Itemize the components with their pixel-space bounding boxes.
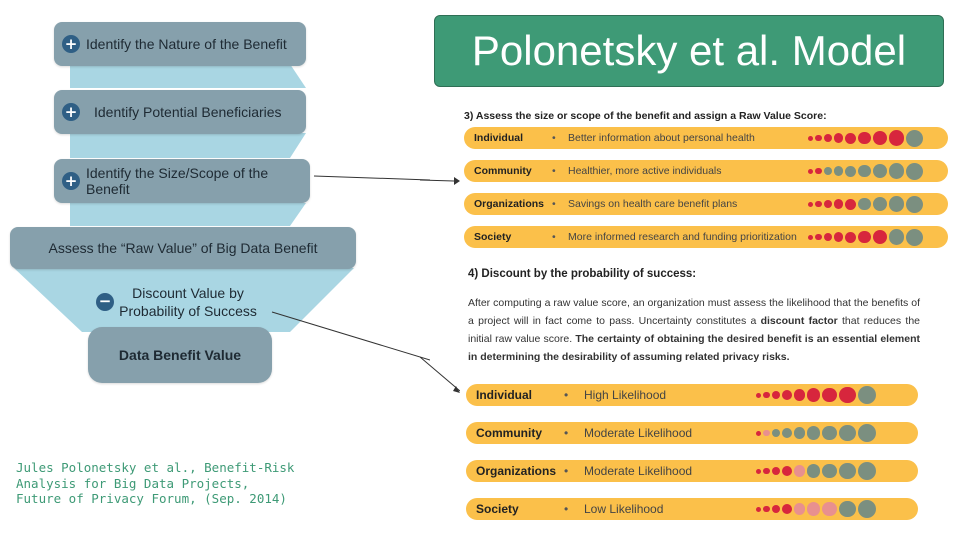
score-dot-red	[834, 199, 844, 209]
score-dot-red	[889, 130, 905, 146]
connector-2-3-shape	[70, 133, 306, 158]
citation: Jules Polonetsky et al., Benefit-Risk Analysis for Big Data Projects, Future of Privacy Forum, (Sep. 2014)	[16, 460, 295, 506]
flow-result	[88, 327, 272, 383]
score-dot-grey	[889, 196, 905, 212]
score-dot-grey	[906, 196, 923, 213]
score-dots	[808, 193, 925, 215]
score-dot-red	[772, 467, 780, 475]
row-description: Moderate Likelihood	[584, 426, 693, 440]
section3-heading: 3) Assess the size or scope of the benefit and assign a Raw Value Score:	[464, 110, 827, 122]
score-dot-red	[824, 134, 832, 142]
row-description: Savings on health care benefit plans	[568, 198, 738, 210]
score-dot-grey	[858, 165, 871, 178]
score-dot-red	[839, 387, 855, 403]
score-dot-red	[794, 389, 806, 401]
score-dot-red	[772, 391, 780, 399]
score-dot-grey	[782, 428, 792, 438]
score-dot-red	[756, 393, 761, 398]
plus-icon: +	[62, 103, 80, 121]
section4-paragraph	[468, 294, 920, 366]
score-dot-grey	[873, 197, 887, 211]
score-dots	[808, 160, 925, 182]
score-dot-red	[824, 200, 832, 208]
score-dot-grey	[858, 386, 876, 404]
score-dot-red	[807, 388, 820, 401]
score-dot-grey	[839, 501, 855, 517]
flow-step-discount-label: Discount Value by Probability of Success	[119, 285, 257, 319]
row-description: Better information about personal health	[568, 132, 755, 144]
score-dot-red	[845, 133, 856, 144]
paragraph-bold-2: The certainty of obtaining the desired benefit is an essential element in determining the desirability of assuming related privacy risks.	[468, 333, 920, 363]
score-dot-grey	[873, 164, 887, 178]
score-dot-grey	[906, 163, 923, 180]
score-dot-pink	[763, 430, 770, 437]
row-bullet: •	[564, 426, 569, 440]
row-category: Society	[474, 231, 512, 243]
score-dot-red	[815, 168, 822, 175]
score-dot-red	[858, 132, 871, 145]
score-dot-red	[808, 235, 813, 240]
score-dot-grey	[889, 229, 905, 245]
score-dot-red	[834, 232, 844, 242]
plus-icon: +	[62, 172, 80, 190]
score-dot-grey	[807, 464, 820, 477]
row-description: Healthier, more active individuals	[568, 165, 722, 177]
paragraph-text-1: After computing a raw value score, an organization must assess the likelihood that the benefits of a project will in fact come to pass. Uncertainty constitutes a	[468, 297, 920, 327]
score-dot-red	[782, 390, 792, 400]
score-dot-red	[815, 234, 822, 241]
flow-step-raw-value-label: Assess the “Raw Value” of Big Data Benefit	[48, 240, 318, 256]
row-category: Individual	[476, 388, 533, 402]
score-dot-grey	[845, 166, 856, 177]
score-dot-grey	[839, 425, 855, 441]
score-dot-red	[815, 201, 822, 208]
score-dot-grey	[858, 462, 876, 480]
score-dot-pink	[794, 465, 806, 477]
score-dots	[808, 127, 925, 149]
flow-step-size-scope-label: Identify the Size/Scope of the Benefit	[86, 165, 269, 197]
row-description: Low Likelihood	[584, 502, 664, 516]
row-description: High Likelihood	[584, 388, 667, 402]
score-dot-grey	[807, 426, 820, 439]
score-dot-red	[873, 131, 887, 145]
score-dot-red	[824, 233, 832, 241]
score-dot-red	[845, 199, 856, 210]
score-dots	[756, 422, 878, 444]
score-dot-grey	[794, 427, 806, 439]
score-dot-grey	[824, 167, 832, 175]
row-category: Community	[474, 165, 532, 177]
arrow-heads	[420, 160, 460, 400]
page-title-text: Polonetsky et al. Model	[471, 27, 907, 74]
section4-row-individual	[466, 384, 918, 406]
row-category: Organizations	[476, 464, 557, 478]
section4-row-organizations	[466, 460, 918, 482]
section4-row-community	[466, 422, 918, 444]
flow-step-nature	[54, 22, 306, 66]
arrow-size-scope	[314, 176, 430, 180]
score-dot-red	[808, 136, 813, 141]
section3-row-society	[464, 226, 948, 248]
section3-row-organizations	[464, 193, 948, 215]
score-dot-grey	[858, 198, 871, 211]
score-dot-grey	[772, 429, 780, 437]
score-dot-red	[808, 169, 813, 174]
row-bullet: •	[564, 502, 569, 516]
section3-row-community	[464, 160, 948, 182]
score-dot-red	[756, 507, 761, 512]
connector-1-2-shape	[70, 64, 306, 88]
score-dot-grey	[858, 500, 876, 518]
score-dot-red	[873, 230, 887, 244]
score-dot-red	[845, 232, 856, 243]
section4-heading: 4) Discount by the probability of success:	[468, 268, 697, 280]
score-dot-grey	[822, 464, 837, 479]
score-dot-grey	[906, 130, 923, 147]
flow-step-beneficiaries-label: Identify Potential Beneficiaries	[94, 104, 282, 120]
score-dot-red	[756, 469, 761, 474]
score-dot-grey	[906, 229, 923, 246]
score-dot-red	[763, 506, 770, 513]
score-dot-pink	[794, 503, 806, 515]
score-dot-red	[782, 466, 792, 476]
arrow-size-scope-tail	[420, 180, 454, 181]
row-bullet: •	[552, 231, 556, 243]
row-category: Society	[476, 502, 519, 516]
flow-result-label: Data Benefit Value	[118, 347, 242, 363]
flow-step-size-scope	[54, 159, 310, 203]
row-bullet: •	[552, 132, 556, 144]
score-dot-grey	[839, 463, 855, 479]
row-bullet: •	[552, 165, 556, 177]
section3-row-individual	[464, 127, 948, 149]
flow-step-raw-value	[10, 227, 356, 269]
page-title	[434, 15, 944, 87]
score-dot-red	[763, 392, 770, 399]
flow-step-beneficiaries	[54, 90, 306, 134]
score-dot-pink	[807, 502, 820, 515]
score-dot-grey	[858, 424, 876, 442]
flow-step-nature-label: Identify the Nature of the Benefit	[86, 36, 287, 52]
row-bullet: •	[552, 198, 556, 210]
score-dot-grey	[834, 166, 844, 176]
score-dot-red	[822, 388, 837, 403]
row-category: Individual	[474, 132, 524, 144]
connector-3-4-shape	[70, 203, 306, 226]
score-dot-grey	[822, 426, 837, 441]
score-dot-red	[772, 505, 780, 513]
score-dots	[756, 498, 878, 520]
flow-step-discount	[96, 282, 266, 322]
paragraph-bold-1: discount factor	[760, 315, 838, 327]
plus-icon: +	[62, 35, 80, 53]
score-dot-red	[782, 504, 792, 514]
paragraph-text-2: that reduces the initial raw value score.	[468, 315, 920, 345]
score-dot-red	[763, 468, 770, 475]
row-bullet: •	[564, 464, 569, 478]
score-dots	[756, 384, 878, 406]
row-description: More informed research and funding prioritization	[568, 231, 797, 243]
arrow-probability-tail	[420, 357, 460, 391]
score-dot-red	[858, 231, 871, 244]
score-dot-grey	[889, 163, 905, 179]
score-dot-pink	[822, 502, 837, 517]
score-dot-red	[834, 133, 844, 143]
section4-row-society	[466, 498, 918, 520]
score-dot-red	[808, 202, 813, 207]
score-dot-red	[815, 135, 822, 142]
row-category: Community	[476, 426, 542, 440]
score-dots	[756, 460, 878, 482]
arrow-probability	[272, 312, 430, 360]
row-bullet: •	[564, 388, 569, 402]
score-dots	[808, 226, 925, 248]
minus-icon: −	[96, 293, 114, 311]
row-category: Organizations	[474, 198, 545, 210]
row-description: Moderate Likelihood	[584, 464, 693, 478]
score-dot-red	[756, 431, 761, 436]
arrow-size-scope-head	[454, 177, 460, 185]
